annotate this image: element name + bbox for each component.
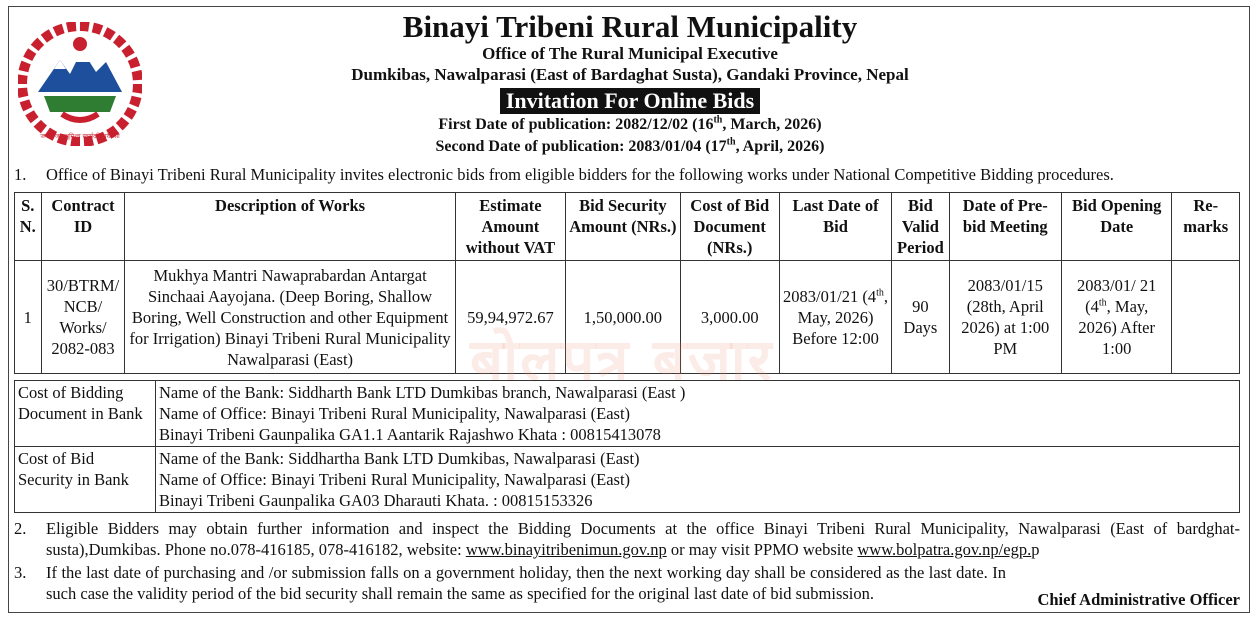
table-row: [15, 381, 1240, 447]
header-description: Description of Works: [125, 193, 455, 261]
cell-remarks: [1172, 261, 1240, 374]
table-header-row: [15, 193, 1240, 261]
cell-contract-id: 30/BTRM/ NCB/ Works/ 2082-083: [41, 261, 125, 374]
cell-opening-date: 2083/01/ 21 (4th, May, 2026) After 1:00: [1061, 261, 1171, 374]
header-last-date: Last Date of Bid: [779, 193, 891, 261]
cell-bid-security: 1,50,000.00: [566, 261, 681, 374]
cell-description: Mukhya Mantri Nawaprabardan Antargat Sinchaai Aayojana. (Deep Boring, Shallow Boring, Well Construction and other Equipment for Irrigation) Binayi Tribeni Rural Municipality Nawalparasi (East): [125, 261, 455, 374]
paragraph-number: 2.: [14, 519, 27, 538]
office-subtitle: Office of The Rural Municipal Executive: [482, 44, 778, 63]
bank-security-label: Cost of Bid Security in Bank: [15, 447, 156, 513]
paragraph-text: Eligible Bidders may obtain further information and inspect the Bidding Documents at the office Binayi Tribeni Rural Municipality, Nawalparasi (East of bardghat-susta),Dumkibas. Phone no.078-416185, 078-416182, website: www.binayitribenimun.gov.np or may visit PPMO website www.bolpatra.gov.np/egp.p: [46, 519, 1240, 559]
cell-prebid: 2083/01/15 (28th, April 2026) at 1:00 PM: [949, 261, 1061, 374]
cell-last-date: 2083/01/21 (4th, May, 2026) Before 12:00: [779, 261, 891, 374]
paragraph-number: 1.: [14, 165, 27, 184]
table-row: [15, 447, 1240, 513]
paragraph-2: [14, 518, 1240, 560]
invitation-banner: Invitation For Online Bids: [500, 88, 760, 114]
cell-sn: 1: [15, 261, 42, 374]
header-prebid: Date of Pre-bid Meeting: [949, 193, 1061, 261]
header-remarks: Re-marks: [1172, 193, 1240, 261]
header-bid-security: Bid Security Amount (NRs.): [566, 193, 681, 261]
paragraph-text: If the last date of purchasing and /or submission falls on a government holiday, then the next working day shall be considered as the last date. In such case the validity period of the bid security shall remain the same as specified for the original last date of bid submission.: [46, 563, 1006, 603]
signatory-title: Chief Administrative Officer: [1037, 590, 1240, 609]
header-valid-period: Bid Valid Period: [892, 193, 949, 261]
header-opening-date: Bid Opening Date: [1061, 193, 1171, 261]
watermark-text: बोलपत्र बजार: [470, 326, 774, 394]
bank-details-table: [14, 380, 1240, 513]
municipality-title: Binayi Tribeni Rural Municipality: [402, 9, 858, 44]
header-estimate: Estimate Amount without VAT: [455, 193, 565, 261]
paragraph-number: 3.: [14, 563, 27, 582]
cell-valid-period: 90 Days: [892, 261, 949, 374]
header-sn: S. N.: [15, 193, 42, 261]
ppmo-link[interactable]: www.bolpatra.gov.np/egp.: [857, 540, 1032, 559]
paragraph-text: Office of Binayi Tribeni Rural Municipality invites electronic bids from eligible bidders for the following works under National Competitive Bidding procedures.: [46, 165, 1114, 184]
nepal-emblem-icon: [18, 22, 142, 146]
cell-estimate: 59,94,972.67: [455, 261, 565, 374]
website-link[interactable]: www.binayitribenimun.gov.np: [465, 540, 667, 559]
first-publication-date: First Date of publication: 2082/12/02 (16th, March, 2026): [438, 114, 822, 133]
bank-security-details: Name of the Bank: Siddhartha Bank LTD Dumkibas, Nawalparasi (East) Name of Office: Binayi Tribeni Rural Municipality, Nawalparasi (East) Binayi Tribeni Gaunpalika GA03 Dharauti Khata. : 00815153326: [156, 447, 1240, 513]
paragraph-1: [14, 164, 1240, 185]
notice-header: [150, 10, 1110, 158]
address-line: Dumkibas, Nawalparasi (East of Bardaghat Susta), Gandaki Province, Nepal: [351, 65, 909, 84]
header-doc-cost: Cost of Bid Document (NRs.): [680, 193, 779, 261]
second-publication-date: Second Date of publication: 2083/01/04 (17th, April, 2026): [435, 136, 825, 155]
bank-doc-label: Cost of Bidding Document in Bank: [15, 381, 156, 447]
header-contract-id: Contract ID: [41, 193, 125, 261]
emblem-motto: जननी जन्मभूमिश्च स्वर्गादपि गरीयसी: [40, 133, 120, 140]
bank-doc-details: Name of the Bank: Siddharth Bank LTD Dumkibas branch, Nawalparasi (East ) Name of Office: Binayi Tribeni Rural Municipality, Nawalparasi (East) Binayi Tribeni Gaunpalika GA1.1 Aantarik Rajashwo Khata : 00815413078: [156, 381, 1240, 447]
cell-doc-cost: 3,000.00: [680, 261, 779, 374]
